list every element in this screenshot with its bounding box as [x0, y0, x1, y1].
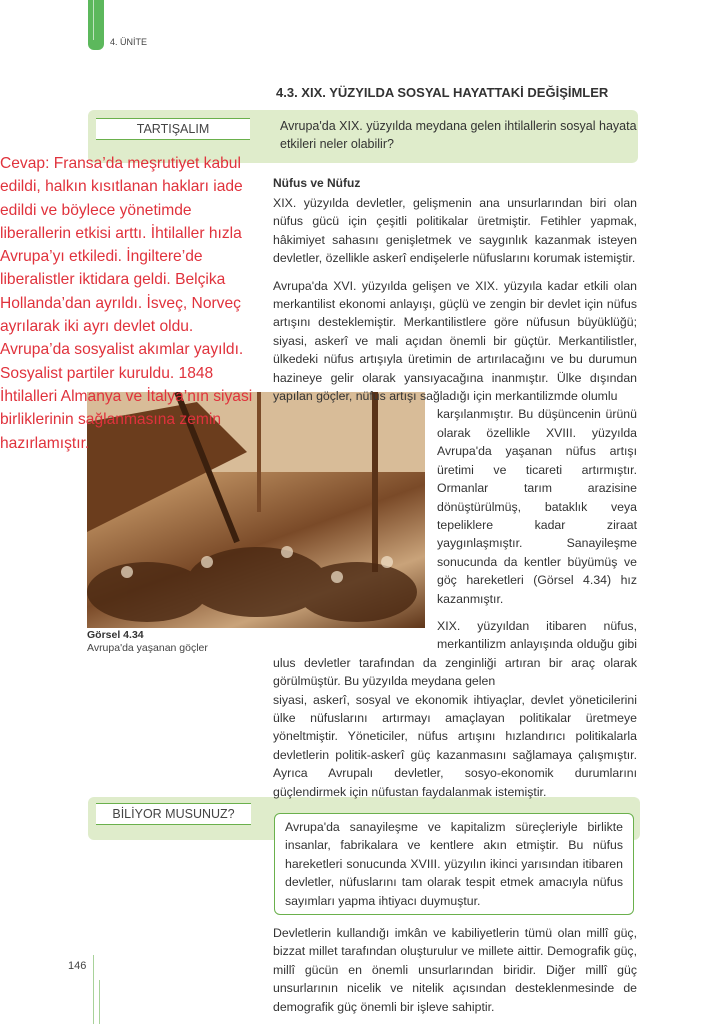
- paragraph-1: XIX. yüzyılda devletler, gelişmenin ana unsurlarından biri olan nüfus gücü için çeşitli politikalar üretmiştir. Fetihler yapmak, hâkimiyet sahasını genişletmek ve saygınlık kazanmak isteyen devletler, özellikle askerî endişelerle nüfuslarını korumak istemiştir.: [273, 196, 637, 266]
- subheading: Nüfus ve Nüfuz: [273, 176, 361, 190]
- paragraph-3b: siyasi, askerî, sosyal ve ekonomik ihtiyaçlar, devlet yöneticilerini ülke nüfuslarını artırmayı amaçlayan politikalar üretmeye yöneltmiştir. Yöneticiler, nüfus artışını hızlandırıcı politikalarla devletlerin politik-askerî güç kazanmasını sağlamaya çalışmıştır. Ayrıca Avrupalı devletler, sosyo-ekonomik durumlarını güçlendirmek için nüfustan faydalanmak istemiştir.: [273, 692, 637, 799]
- unit-tab-marker: [88, 0, 104, 50]
- paragraph-4: Devletlerin kullandığı imkân ve kabiliyetlerin tümü olan millî güç, bizzat millet tarafından oluşturulur ve millete aittir. Demografik güç, millî gücün en önemli unsurlarından biridir. Diğer millî güç unsurlarının nicelik ve nitelik açısından desteklenmesinde de demografik güç önemli bir işleve sahiptir.: [273, 926, 637, 1014]
- paragraph-3a: XIX. yüzyıldan itibaren nüfus, merkantilizm anlayışında olduğu gibi ulus devletler tarafından da zenginliği artıran bir araç olarak görülmüştür. Bu yüzyılda meydana gelen: [273, 618, 637, 689]
- paragraph-2a: Avrupa'da XVI. yüzyılda gelişen ve XIX. yüzyıla kadar etkili olan merkantilist ekonomi anlayışı, güçlü ve zengin bir devlet için nüfus artışını desteklemiştir. Merkantilistlere göre nüfusun büyüklüğü; siyasi, askerî ve mali açıdan önemli bir güçtür. Merkantilistler, ülkedeki nüfus artışıyla üretimin de artırılacağını ve bu durumun hazineye gelir olarak yansıyacağına inanmıştır. Ülke dışından yapılan göçler, nüfus artışı sağladığı için merkantilizmde olumlu: [273, 278, 637, 404]
- figure-caption: Avrupa'da yaşanan göçler: [87, 642, 208, 654]
- margin-line: [93, 955, 94, 1024]
- image-wrap-spacer: [273, 405, 437, 645]
- paragraph-2b: karşılanmıştır. Bu düşüncenin ürünü olarak özellikle XVIII. yüzyılda Avrupa'da yaşanan nüfus artışı üretimi ve ticareti artırmıştır. Ormanlar tarım arazisine dönüştürülmüş, bataklık veya tepeliklere kadar ziraat yaygınlaşmıştır. Sanayileşme sonucunda da kentler büyümüş ve göç hareketleri (Görsel 4.34) hız kazanmıştır.: [437, 407, 637, 606]
- handwritten-answer-overlay: Cevap: Fransa’da meşrutiyet kabul edildi, halkın kısıtlanan hakları iade edildi ve böylece yönetimde liberallerin etkisi arttı. İhtilaller hızla Avrupa’yı etkiledi. İngiltere’de liberalistler iktidara geldi. Belçika Hollanda’dan ayrıldı. İsveç, Norveç ayrılarak iki ayrı devlet oldu. Avrupa’da sosyalist akımlar yayıldı. Sosyalist partiler kuruldu. 1848 İhtilalleri Almanya ve İtalya’nın siyasi birliklerinin sağlanmasına zemin hazırlamıştır.: [0, 155, 253, 452]
- figure-number: Görsel 4.34: [87, 629, 144, 641]
- did-you-know-box: Avrupa'da sanayileşme ve kapitalizm süreçleriyle birlikte insanlar, fabrikalara ve kentlere akın etmiştir. Bu nüfus hareketleri sonucunda XVIII. yüzyılın ikinci yarısından itibaren devletler, nüfuslarını tam olarak tespit etmek amacıyla nüfus sayımları yapma ihtiyacı duymuştur.: [274, 813, 634, 915]
- discussion-label: TARTIŞALIM: [96, 118, 250, 140]
- discussion-question: Avrupa'da XIX. yüzyılda meydana gelen ihtilallerin sosyal hayata etkileri neler olabilir?: [280, 119, 637, 151]
- section-title: 4.3. XIX. YÜZYILDA SOSYAL HAYATTAKİ DEĞİŞİMLER: [276, 85, 609, 100]
- unit-label: 4. ÜNİTE: [110, 37, 148, 47]
- did-you-know-label: BİLİYOR MUSUNUZ?: [96, 803, 251, 825]
- main-text-column: [273, 194, 637, 1025]
- page-number: 146: [68, 960, 87, 972]
- margin-line: [99, 980, 100, 1024]
